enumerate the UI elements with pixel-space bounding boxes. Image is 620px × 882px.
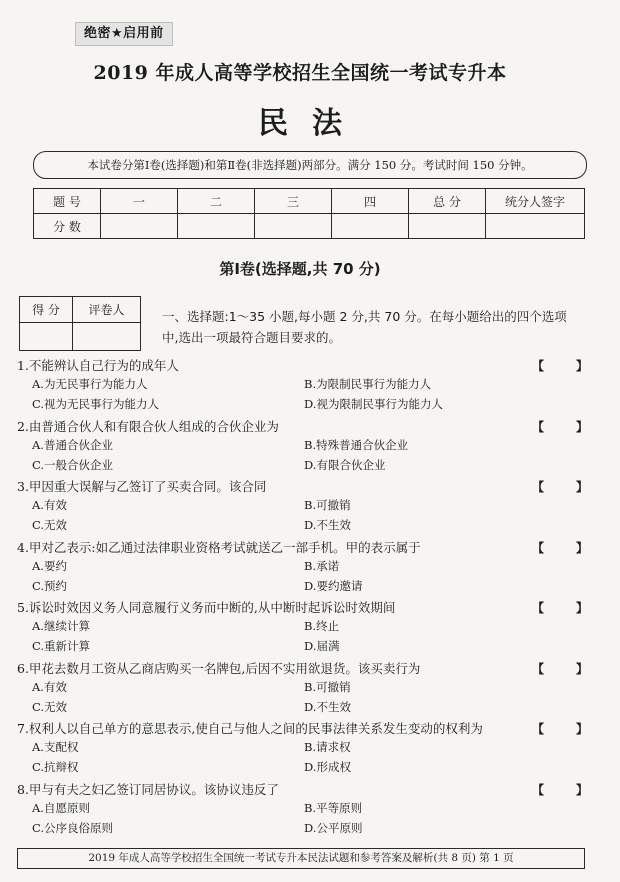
option-b: B.可撤销 [304,498,351,512]
option-d: D.视为限制民事行为能力人 [304,397,443,411]
grader-reviewer-cell [72,323,140,351]
question-stem: 7.权利人以自己单方的意思表示,使自己与他人之间的民事法律关系发生变动的权利为 [17,721,483,736]
subject-title: 民法 [258,106,366,141]
exam-notice: 本试卷分第Ⅰ卷(选择题)和第Ⅱ卷(非选择题)两部分。满分 150 分。考试时间 150 分钟。 [33,151,587,179]
question-list [17,356,620,840]
option-c: C.抗辩权 [32,760,79,774]
score-table-header-cell: 统分人签字 [486,189,585,214]
score-table-header-cell: 三 [255,189,332,214]
score-cell [486,214,585,239]
option-a: A.继续计算 [32,619,90,633]
question-item [17,538,620,599]
option-d: D.届满 [304,639,340,653]
page-footer: 2019 年成人高等学校招生全国统一考试专升本民法试题和参考答案及解析(共 8 页) 第 1 页 [17,848,585,869]
score-table-header-cell: 二 [178,189,255,214]
grader-score-label: 得 分 [20,297,73,323]
score-cell [178,214,255,239]
answer-bracket: 【】 [532,480,620,494]
option-b: B.终止 [304,619,340,633]
answer-bracket: 【】 [532,540,620,555]
option-d: D.要约邀请 [304,578,363,593]
score-table-score-row [34,214,585,239]
confidential-badge: 绝密★启用前 [75,22,173,46]
question-item [17,780,620,841]
question-item [17,477,620,538]
option-d: D.不生效 [304,699,351,714]
answer-bracket: 【】 [532,359,620,373]
question-item [17,356,620,417]
option-c: C.重新计算 [32,639,91,653]
score-row-label: 分 数 [34,214,101,239]
option-c: C.一般合伙企业 [32,457,114,472]
exam-title: 2019 年成人高等学校招生全国统一考试专升本 [93,62,507,84]
option-d: D.形成权 [304,760,351,774]
grader-box [19,296,141,351]
score-table [33,188,585,239]
option-a: A.有效 [32,498,67,512]
section-instructions: 一、选择题:1～35 小题,每小题 2 分,共 70 分。在每小题给出的四个选项中,选出一项最符合题目要求的。 [162,309,567,345]
score-table-header-cell: 题 号 [34,189,101,214]
score-cell [409,214,486,239]
question-stem: 6.甲花去数月工资从乙商店购买一名牌包,后因不实用欲退货。该买卖行为 [17,660,421,676]
option-b: B.请求权 [304,740,351,754]
question-stem: 1.不能辨认自己行为的成年人 [17,358,179,373]
score-cell [332,214,409,239]
option-b: B.可撤销 [304,679,351,694]
answer-bracket: 【】 [532,722,620,736]
score-table-header-row [34,189,585,214]
score-cell [255,214,332,239]
option-c: C.无效 [32,699,68,714]
option-a: A.有效 [32,679,67,694]
grader-score-cell [20,323,73,351]
option-b: B.为限制民事行为能力人 [304,377,432,391]
option-b: B.特殊普通合伙企业 [304,437,409,452]
answer-bracket: 【】 [532,661,620,676]
score-table-header-cell: 总 分 [409,189,486,214]
option-d: D.不生效 [304,518,351,532]
option-d: D.有限合伙企业 [304,457,386,472]
option-a: A.为无民事行为能力人 [32,377,148,391]
score-table-header-cell: 一 [101,189,178,214]
option-a: A.普通合伙企业 [32,437,113,452]
question-item [17,417,620,478]
grader-reviewer-label: 评卷人 [72,297,140,323]
score-cell [101,214,178,239]
option-c: C.无效 [32,518,68,532]
option-c: C.公序良俗原则 [32,820,114,835]
question-stem: 8.甲与有夫之妇乙签订同居协议。该协议违反了 [17,781,279,797]
option-c: C.视为无民事行为能力人 [32,397,160,411]
option-a: A.要约 [32,558,67,573]
answer-bracket: 【】 [532,601,620,615]
option-a: A.自愿原则 [32,800,90,815]
question-stem: 5.诉讼时效因义务人同意履行义务而中断的,从中断时起诉讼时效期间 [17,600,396,615]
option-d: D.公平原则 [304,820,363,835]
section-title: 第Ⅰ卷(选择题,共 70 分) [219,260,381,278]
option-b: B.平等原则 [304,800,363,815]
question-item [17,598,620,659]
answer-bracket: 【】 [532,419,620,434]
question-item [17,719,620,780]
option-a: A.支配权 [32,740,79,754]
option-c: C.预约 [32,578,68,593]
question-item [17,659,620,720]
score-table-header-cell: 四 [332,189,409,214]
question-stem: 4.甲对乙表示:如乙通过法律职业资格考试就送乙一部手机。甲的表示属于 [17,539,421,555]
question-stem: 3.甲因重大误解与乙签订了买卖合同。该合同 [17,479,267,494]
question-stem: 2.由普通合伙人和有限合伙人组成的合伙企业为 [17,418,279,434]
answer-bracket: 【】 [532,782,620,797]
option-b: B.承诺 [304,558,340,573]
